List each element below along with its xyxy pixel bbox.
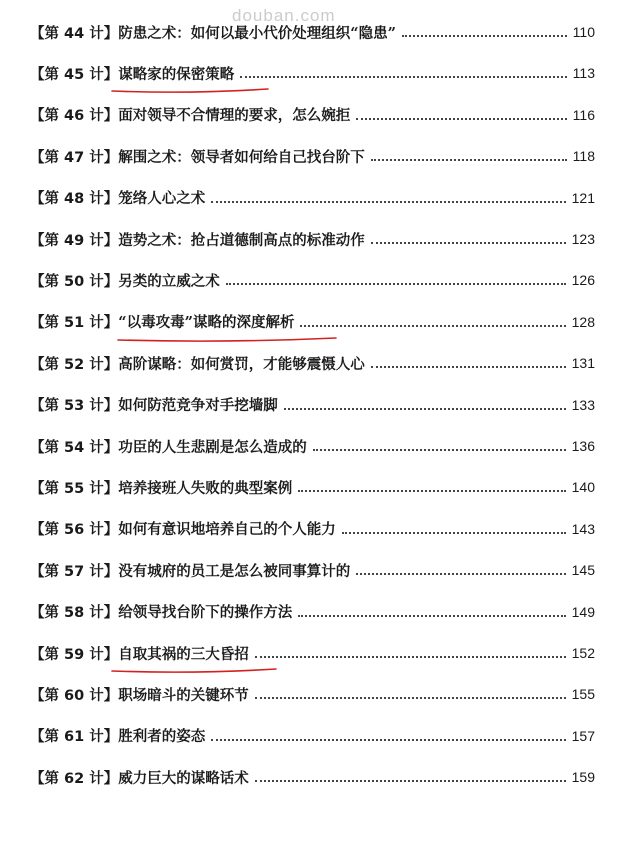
- dot-leader: [226, 283, 566, 285]
- toc-entry[interactable]: [30, 268, 595, 292]
- toc-entry-title: 如何有意识地培养自己的个人能力: [118, 521, 336, 539]
- toc-entry-number: 【第 49 计】: [30, 232, 119, 249]
- dot-leader: [371, 159, 567, 161]
- toc-entry-page-number: 149: [571, 603, 595, 620]
- toc-entry-number: 【第 55 计】: [30, 480, 119, 497]
- toc-entry-number: 【第 58 计】: [30, 605, 119, 622]
- dot-leader: [356, 573, 565, 575]
- toc-entry[interactable]: [30, 600, 595, 624]
- dot-leader: [211, 739, 565, 741]
- toc-entry-title: 给领导找台阶下的操作方法: [118, 604, 293, 622]
- toc-entry-number: 【第 54 计】: [30, 439, 119, 456]
- toc-entry-number: 【第 52 计】: [30, 356, 119, 373]
- toc-entry-page-number: 123: [571, 231, 595, 247]
- dot-leader: [211, 201, 565, 203]
- toc-entry[interactable]: [30, 434, 595, 458]
- dot-leader: [300, 325, 565, 327]
- toc-entry-title: 面对领导不合情理的要求，怎么婉拒: [118, 107, 351, 125]
- toc-entry-page-number: 136: [571, 438, 595, 454]
- toc-entry-page-number: 159: [571, 769, 595, 786]
- toc-entry[interactable]: [30, 103, 595, 127]
- toc-entry[interactable]: [30, 682, 595, 706]
- dot-leader: [298, 615, 565, 617]
- dot-leader: [255, 780, 566, 782]
- toc-entry-number: 【第 57 计】: [30, 563, 119, 580]
- toc-entry-number: 【第 51 计】: [30, 315, 119, 332]
- toc-entry-title: 职场暗斗的关键环节: [118, 686, 249, 704]
- toc-entry-page-number: 110: [572, 24, 595, 40]
- toc-entry[interactable]: [30, 641, 595, 665]
- toc-entry[interactable]: [30, 558, 595, 582]
- toc-entry-page-number: 113: [572, 65, 595, 82]
- dot-leader: [284, 408, 566, 410]
- toc-entry[interactable]: [30, 475, 595, 499]
- toc-entry-number: 【第 44 计】: [30, 25, 119, 42]
- toc-entry-page-number: 152: [571, 645, 595, 661]
- toc-entry[interactable]: [30, 61, 595, 85]
- toc-entry-title: 培养接班人失败的典型案例: [118, 479, 293, 497]
- dot-leader: [255, 656, 566, 658]
- dot-leader: [298, 490, 565, 492]
- toc-entry-title: 另类的立威之术: [118, 272, 220, 290]
- toc-entry-number: 【第 61 计】: [30, 729, 119, 746]
- dot-leader: [255, 697, 566, 699]
- dot-leader: [371, 366, 566, 368]
- toc-entry-number: 【第 50 计】: [30, 273, 119, 290]
- toc-entry-number: 【第 47 计】: [30, 149, 119, 166]
- toc-entry-page-number: 131: [571, 355, 595, 372]
- toc-entry-page-number: 116: [572, 106, 595, 123]
- toc-entry-number: 【第 56 计】: [30, 522, 119, 539]
- toc-entry-title: “以毒攻毒”谋略的深度解析: [118, 314, 295, 332]
- dot-leader: [313, 449, 566, 451]
- toc-entry-page-number: 140: [571, 479, 595, 496]
- toc-entry-title: 功臣的人生悲剧是怎么造成的: [118, 438, 307, 456]
- toc-entry-page-number: 118: [572, 148, 595, 165]
- toc-entry-title: 威力巨大的谋略话术: [118, 769, 249, 787]
- toc-entry[interactable]: [30, 351, 595, 375]
- toc-entry-title: 高阶谋略：如何赏罚，才能够震慑人心: [118, 355, 365, 373]
- toc-entry-number: 【第 45 计】: [30, 66, 119, 83]
- toc-entry[interactable]: [30, 144, 595, 168]
- dot-leader: [402, 35, 567, 37]
- toc-entry-title: 造势之术：抢占道德制高点的标准动作: [118, 231, 365, 249]
- toc-entry-title: 解围之术：领导者如何给自己找台阶下: [118, 148, 365, 166]
- toc-entry-number: 【第 59 计】: [30, 646, 119, 663]
- toc-entry[interactable]: [30, 186, 595, 210]
- toc-entry-page-number: 128: [571, 313, 595, 330]
- toc-entry-page-number: 145: [571, 562, 595, 579]
- toc-entry[interactable]: [30, 20, 595, 44]
- toc-entry-page-number: 126: [571, 272, 595, 289]
- dot-leader: [356, 118, 566, 120]
- dot-leader: [371, 242, 566, 244]
- toc-entry-title: 谋略家的保密策略: [118, 65, 235, 83]
- toc-entry-number: 【第 48 计】: [30, 191, 119, 208]
- dot-leader: [240, 76, 566, 78]
- toc-entry-title: 没有城府的员工是怎么被同事算计的: [118, 562, 351, 580]
- toc-entry[interactable]: [30, 517, 595, 541]
- toc-entry-number: 【第 53 计】: [30, 398, 119, 415]
- toc-entry-title: 笼络人心之术: [118, 190, 206, 208]
- watermark: douban.com: [232, 6, 336, 25]
- dot-leader: [342, 532, 566, 534]
- toc-entry-title: 自取其祸的三大昏招: [118, 645, 249, 663]
- toc-entry[interactable]: [30, 765, 595, 789]
- toc-entry[interactable]: [30, 393, 595, 417]
- toc-entry-page-number: 121: [571, 189, 595, 206]
- toc-entry-title: 胜利者的姿态: [118, 728, 206, 746]
- toc-entry-page-number: 143: [571, 520, 595, 537]
- toc-entry-number: 【第 62 计】: [30, 770, 119, 787]
- toc-entry-number: 【第 60 计】: [30, 687, 119, 704]
- toc-entry-page-number: 133: [571, 396, 595, 413]
- toc-entry-number: 【第 46 计】: [30, 108, 119, 125]
- toc-entry[interactable]: [30, 227, 595, 251]
- toc-entry-title: 防患之术：如何以最小代价处理组织“隐患”: [118, 24, 396, 42]
- toc-entry-page-number: 155: [571, 686, 595, 703]
- toc-entry-page-number: 157: [571, 727, 595, 744]
- toc-entry[interactable]: [30, 724, 595, 748]
- toc-entry-title: 如何防范竞争对手挖墙脚: [118, 397, 278, 415]
- toc-entry[interactable]: [30, 310, 595, 334]
